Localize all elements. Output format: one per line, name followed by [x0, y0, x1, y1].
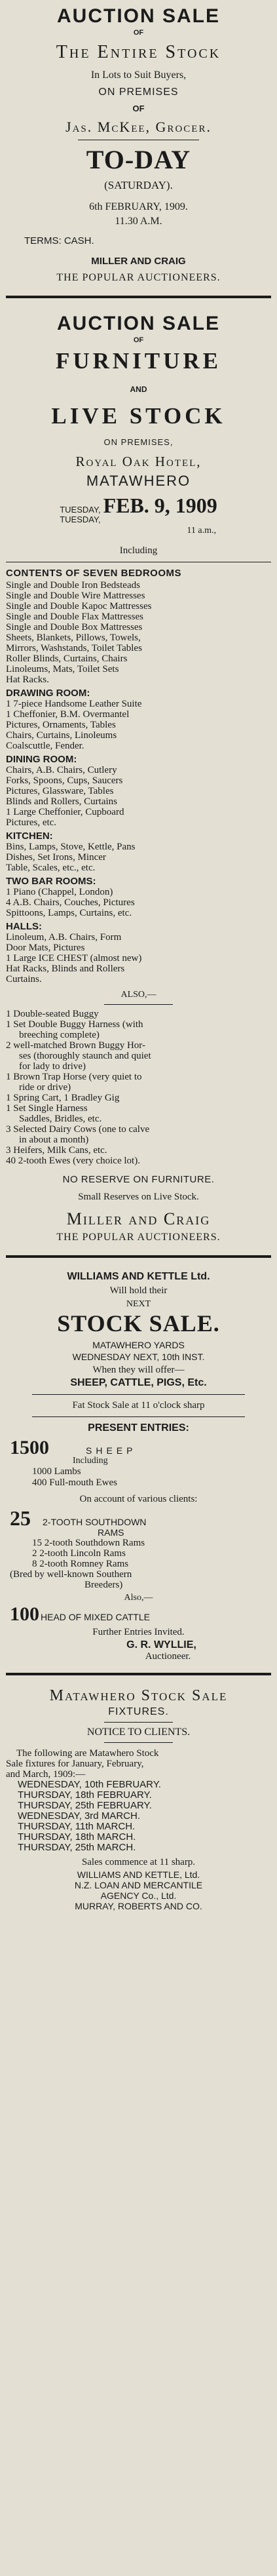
list-item: 1 Piano (Chappel, London) — [6, 887, 113, 897]
list-item: breeching complete) — [19, 1030, 100, 1040]
newspaper-column — [6, 0, 271, 1913]
next-label: NEXT — [126, 1299, 151, 1309]
sheep-count: 1500 — [10, 1437, 49, 1458]
list-item: Single and Double Wire Mattresses — [6, 591, 145, 601]
list-item: 1 Brown Trap Horse (very quiet to — [6, 1072, 142, 1082]
list-item: Hat Racks, Blinds and Rollers — [6, 964, 125, 974]
divider — [32, 1394, 245, 1395]
list-item: Chairs, A.B. Chairs, Cutlery — [6, 765, 117, 775]
list-item: Roller Blinds, Curtains, Chairs — [6, 654, 128, 664]
list-item: Forks, Spoons, Cups, Saucers — [6, 775, 123, 786]
divider — [32, 1416, 245, 1417]
divider — [104, 1004, 173, 1005]
rams-label-2: RAMS — [98, 1527, 124, 1538]
of-label: OF — [133, 336, 144, 344]
list-item: Mirrors, Washstands, Toilet Tables — [6, 643, 142, 654]
will-hold-text: Will hold their — [109, 1285, 168, 1296]
fixture-date: THURSDAY, 11th MARCH. — [18, 1821, 136, 1832]
rams-list — [6, 1538, 271, 1590]
cattle-entry — [6, 1603, 271, 1626]
entire-stock-heading: The Entire Stock — [56, 42, 221, 62]
rams-entry-text — [43, 1517, 146, 1538]
auctioneers-name: Miller and Craig — [66, 1209, 211, 1228]
halls-list — [6, 932, 271, 985]
live-stock-list — [6, 1009, 271, 1166]
on-premises-text: ON PREMISES — [98, 87, 179, 98]
small-reserves-text: Small Reserves on Live Stock. — [78, 1192, 199, 1202]
fat-stock-text: Fat Stock Sale at 11 o'clock sharp — [72, 1400, 205, 1411]
fixtures-title: Matawhero Stock Sale — [49, 1687, 228, 1704]
list-item: 40 2-tooth Ewes (very choice lot). — [6, 1156, 140, 1166]
list-item: 1 Cheffonier, B.M. Overmantel — [6, 709, 130, 720]
sheep-label: SHEEP — [86, 1445, 137, 1456]
auctioneers-name: MILLER AND CRAIG — [91, 256, 186, 267]
bedrooms-list — [6, 580, 271, 685]
today-heading: TO-DAY — [86, 145, 191, 174]
dining-room-list — [6, 765, 271, 828]
auctioneer-name: G. R. WYLLIE, — [126, 1639, 196, 1650]
intro-line: Sale fixtures for January, February, — [6, 1759, 144, 1769]
list-item: 8 2-tooth Romney Rams — [32, 1559, 129, 1569]
also-label: ALSO,— — [120, 990, 157, 1000]
list-item: 1 Set Double Buggy Harness (with — [6, 1019, 143, 1030]
place-name: MATAWHERO — [86, 473, 191, 489]
list-item: Table, Scales, etc., etc. — [6, 863, 96, 873]
list-item: ride or drive) — [19, 1082, 71, 1093]
agent-name: MURRAY, ROBERTS AND CO. — [75, 1901, 202, 1911]
and-label: AND — [130, 385, 147, 394]
including-label: Including — [73, 1456, 108, 1466]
list-item: 1 Spring Cart, 1 Bradley Gig — [6, 1093, 120, 1103]
list-item: Single and Double Flax Mattresses — [6, 612, 143, 622]
lambs-line: 1000 Lambs — [32, 1466, 81, 1477]
column-rule — [6, 1673, 271, 1675]
bar-rooms-heading: TWO BAR ROOMS: — [6, 876, 96, 887]
when-offer-text: When they will offer— — [92, 1365, 185, 1375]
day-word-repeat: TUESDAY, — [60, 515, 101, 524]
fixture-date: WEDNESDAY, 3rd MARCH. — [18, 1810, 140, 1822]
list-item: Linoleum, A.B. Chairs, Form — [6, 932, 122, 943]
column-rule — [6, 296, 271, 298]
rams-entry — [6, 1506, 271, 1538]
ad-title: AUCTION SALE — [57, 5, 220, 27]
account-text: On account of various clients: — [79, 1494, 198, 1504]
sale-time: 11.30 A.M. — [115, 216, 162, 227]
list-item: 3 Heifers, Milk Cans, etc. — [6, 1145, 107, 1156]
list-item: ses (thoroughly staunch and quiet — [19, 1051, 151, 1061]
bar-rooms-list — [6, 887, 271, 918]
list-item: 1 Large Cheffonier, Cupboard — [6, 807, 124, 817]
list-item: 4 A.B. Chairs, Couches, Pictures — [6, 897, 135, 908]
cattle-count: 100 — [10, 1603, 39, 1625]
fixture-dates — [6, 1780, 271, 1853]
list-item: Sheets, Blankets, Pillows, Towels, — [6, 633, 141, 643]
notice-heading: NOTICE TO CLIENTS. — [86, 1727, 191, 1738]
list-item: 1 Double-seated Buggy — [6, 1009, 99, 1019]
fixture-date: WEDNESDAY, 10th FEBRUARY. — [18, 1780, 161, 1790]
list-item: Bins, Lamps, Stove, Kettle, Pans — [6, 842, 136, 852]
list-item: 2 2-tooth Lincoln Rams — [32, 1548, 126, 1559]
divider — [104, 1742, 173, 1743]
list-item: Breeders) — [84, 1580, 123, 1590]
advertisement-furniture-live-stock — [6, 305, 271, 1245]
advertisement-sale-fixtures — [6, 1682, 271, 1913]
agent-name: AGENCY Co., Ltd. — [100, 1890, 177, 1901]
list-item: Blinds and Rollers, Curtains — [6, 796, 117, 807]
terms-text: TERMS: CASH. — [24, 235, 94, 246]
advertisement-williams-kettle-stock-sale — [6, 1264, 271, 1664]
also-label: Also,— — [124, 1593, 153, 1603]
list-item: Pictures, Ornaments, Tables — [6, 720, 116, 730]
furniture-heading: FURNITURE — [55, 348, 222, 374]
day-word: TUESDAY, — [60, 505, 101, 515]
sale-when: WEDNESDAY NEXT, 10th INST. — [72, 1352, 205, 1362]
list-item: 1 Set Single Harness — [6, 1103, 88, 1114]
list-item: 1 7-piece Handsome Leather Suite — [6, 699, 142, 709]
further-entries-text: Further Entries Invited. — [92, 1627, 185, 1637]
list-item: Pictures, Glassware, Tables — [6, 786, 114, 796]
list-item: 2 well-matched Brown Buggy Hor- — [6, 1040, 145, 1051]
fixture-date: THURSDAY, 18th FEBRUARY. — [18, 1789, 152, 1801]
divider — [104, 1722, 173, 1723]
fixtures-intro — [6, 1748, 271, 1780]
list-item: Dishes, Set Irons, Mincer — [6, 852, 106, 863]
of-label-2: OF — [132, 104, 145, 113]
firm-name: WILLIAMS AND KETTLE Ltd. — [67, 1271, 210, 1282]
cattle-label: HEAD OF MIXED CATTLE — [41, 1612, 150, 1622]
fixture-date: THURSDAY, 18th MARCH. — [18, 1831, 136, 1843]
list-item: in about a month) — [19, 1135, 89, 1145]
saturday-text: (SATURDAY). — [104, 179, 173, 191]
list-item: Single and Double Kapoc Mattresses — [6, 601, 152, 612]
agent-name: WILLIAMS AND KETTLE, Ltd. — [77, 1869, 200, 1880]
sale-time: 11 a.m., — [187, 526, 216, 536]
on-premises-text: ON PREMISES, — [103, 437, 174, 447]
list-item: Pictures, etc. — [6, 817, 57, 828]
halls-heading: HALLS: — [6, 921, 42, 932]
agents-list — [6, 1869, 271, 1911]
list-item: 3 Selected Dairy Cows (one to calve — [6, 1124, 150, 1135]
day-stack — [60, 505, 103, 524]
agent-name: N.Z. LOAN AND MERCANTILE — [74, 1880, 203, 1890]
fixture-date: THURSDAY, 25th FEBRUARY. — [18, 1800, 152, 1811]
list-item: Single and Double Box Mattresses — [6, 622, 143, 633]
auctioneers-tagline: THE POPULAR AUCTIONEERS. — [56, 272, 221, 283]
venue-name: Royal Oak Hotel, — [75, 454, 202, 469]
stock-types: SHEEP, CATTLE, PIGS, Etc. — [70, 1377, 207, 1388]
intro-line: and March, 1909:— — [6, 1769, 86, 1780]
list-item: Saddles, Bridles, etc. — [19, 1114, 102, 1124]
dining-room-heading: DINING ROOM: — [6, 754, 77, 765]
list-item: 15 2-tooth Southdown Rams — [32, 1538, 145, 1548]
in-lots-text: In Lots to Suit Buyers, — [90, 69, 187, 81]
yards-name: MATAWHERO YARDS — [92, 1340, 185, 1350]
including-label: Including — [119, 545, 158, 556]
sale-date: FEB. 9, 1909 — [103, 494, 217, 517]
sales-commence-text: Sales commence at 11 sharp. — [81, 1857, 196, 1867]
list-item: for lady to drive) — [19, 1061, 86, 1072]
rams-label: 2-TOOTH SOUTHDOWN — [43, 1517, 147, 1527]
list-item: Coalscuttle, Fender. — [6, 741, 84, 751]
auctioneer-title: Auctioneer. — [145, 1651, 191, 1662]
list-item: Single and Double Iron Bedsteads — [6, 580, 140, 591]
list-item: Linoleums, Mats, Toilet Sets — [6, 664, 119, 674]
list-item: Hat Racks. — [6, 674, 49, 685]
fixtures-label: FIXTURES. — [108, 1706, 169, 1717]
intro-line: The following are Matawhero Stock — [16, 1748, 159, 1759]
drawing-room-list — [6, 699, 271, 751]
list-item: Door Mats, Pictures — [6, 943, 85, 953]
bedrooms-heading: CONTENTS OF SEVEN BEDROOMS — [6, 568, 182, 579]
kitchen-heading: KITCHEN: — [6, 830, 53, 842]
present-entries-heading: PRESENT ENTRIES: — [88, 1422, 189, 1434]
no-reserve-text: NO RESERVE ON FURNITURE. — [62, 1174, 215, 1185]
sheep-entry-text — [60, 1445, 136, 1466]
of-label: OF — [133, 29, 144, 37]
list-item: Spittoons, Lamps, Curtains, etc. — [6, 908, 132, 918]
list-item: Chairs, Curtains, Linoleums — [6, 730, 117, 741]
live-stock-heading: LIVE STOCK — [51, 403, 226, 429]
list-item: 1 Large ICE CHEST (almost new) — [6, 953, 142, 964]
sale-date: 6th FEBRUARY, 1909. — [89, 201, 188, 212]
ad-title: AUCTION SALE — [57, 313, 220, 334]
sale-date-block — [6, 494, 271, 524]
column-rule — [6, 1255, 271, 1258]
owner-name: Jas. McKee, Grocer. — [65, 119, 212, 135]
ewes-line: 400 Full-mouth Ewes — [32, 1477, 117, 1488]
kitchen-list — [6, 842, 271, 873]
list-item: Curtains. — [6, 974, 42, 985]
auctioneers-tagline: THE POPULAR AUCTIONEERS. — [56, 1232, 221, 1243]
fixture-date: THURSDAY, 25th MARCH. — [18, 1842, 136, 1853]
advertisement-mckee-stock-sale — [6, 3, 271, 285]
drawing-room-heading: DRAWING ROOM: — [6, 688, 90, 699]
sheep-entry — [6, 1437, 271, 1466]
stock-sale-heading: STOCK SALE. — [57, 1310, 220, 1337]
list-item: (Bred by well-known Southern — [10, 1569, 132, 1580]
rams-count: 25 — [10, 1506, 31, 1530]
